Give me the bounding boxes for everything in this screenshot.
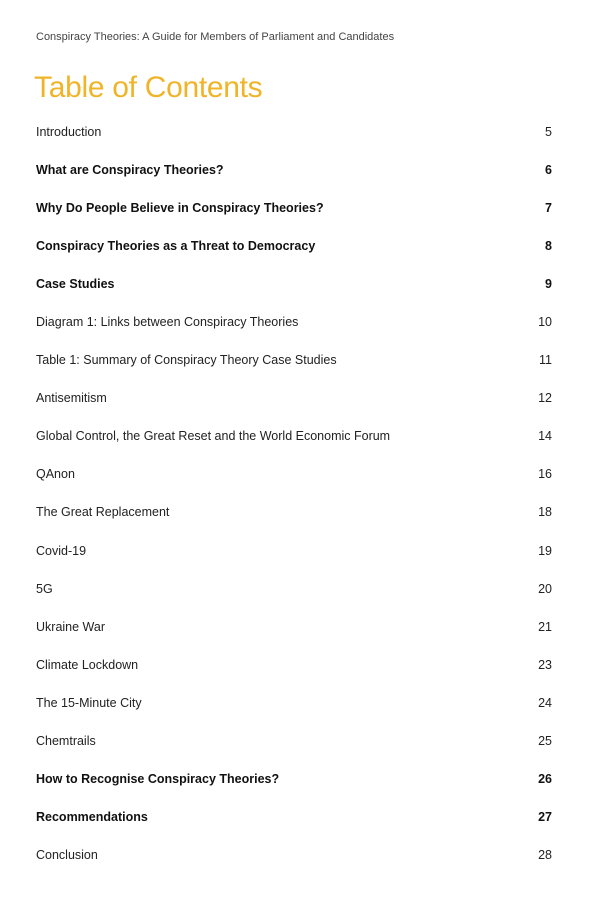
toc-entry-label: Diagram 1: Links between Conspiracy Theories [36, 315, 299, 330]
toc-entry[interactable] [36, 428, 552, 466]
toc-entry-page: 10 [538, 315, 552, 330]
toc-entry-label: Climate Lockdown [36, 657, 139, 672]
toc-entry-label: Introduction [36, 125, 102, 139]
toc-entry-label: Table 1: Summary of Conspiracy Theory Case Studies [36, 353, 337, 368]
toc-entry[interactable] [36, 466, 552, 504]
toc-entry[interactable] [36, 352, 552, 390]
toc-entry-page: 18 [538, 505, 552, 520]
toc-entry-label: Ukraine War [36, 619, 105, 634]
toc-entry-label: Antisemitism [36, 391, 107, 406]
toc-entry-page: 5 [545, 125, 552, 139]
toc-entry[interactable] [36, 581, 552, 619]
toc-entry[interactable] [36, 809, 552, 847]
page-title: Table of Contents [34, 71, 263, 104]
toc-entry-label: Conspiracy Theories as a Threat to Democracy [36, 239, 316, 254]
toc-entry[interactable] [36, 504, 552, 542]
toc-entry-page: 26 [538, 771, 552, 786]
toc-entry-label: 5G [36, 581, 53, 596]
toc-entry-label: Why Do People Believe in Conspiracy Theories? [36, 201, 324, 216]
toc-entry-label: Global Control, the Great Reset and the World Economic Forum [36, 429, 391, 444]
toc-entry-page: 28 [538, 847, 552, 862]
toc-entry-page: 27 [538, 809, 552, 824]
toc-entry-page: 23 [538, 657, 552, 672]
toc-entry-page: 6 [545, 163, 552, 178]
toc-entry-label: Recommendations [36, 809, 148, 824]
toc-entry[interactable] [36, 390, 552, 428]
toc-entry[interactable] [36, 162, 552, 200]
toc-entry[interactable] [36, 733, 552, 771]
toc-entry-page: 20 [538, 581, 552, 596]
toc-entry[interactable] [36, 276, 552, 314]
toc-entry-label: The Great Replacement [36, 505, 170, 520]
toc-entry-page: 12 [538, 391, 552, 406]
toc-entry-page: 9 [545, 277, 552, 292]
toc-entry-label: What are Conspiracy Theories? [36, 163, 224, 178]
toc-entry[interactable] [36, 695, 552, 733]
toc-entry-page: 7 [545, 201, 552, 216]
toc-entry-label: QAnon [36, 467, 75, 482]
toc-entry-label: Chemtrails [36, 733, 96, 748]
toc-entry-label: Covid-19 [36, 543, 87, 558]
toc-entry-label: Conclusion [36, 847, 98, 862]
toc-entry-page: 11 [539, 353, 552, 368]
toc-entry[interactable] [36, 238, 552, 276]
toc-entry[interactable] [36, 124, 552, 162]
toc-entry-page: 24 [538, 695, 552, 710]
toc-entry[interactable] [36, 847, 552, 885]
toc-entry[interactable] [36, 543, 552, 581]
toc-entry-page: 8 [545, 239, 552, 254]
toc-entry[interactable] [36, 619, 552, 657]
toc-entry-label: Case Studies [36, 277, 115, 292]
toc-entry-page: 19 [538, 543, 552, 558]
toc-entry-page: 25 [538, 733, 552, 748]
toc-entry-page: 21 [538, 619, 552, 634]
toc-entry-label: How to Recognise Conspiracy Theories? [36, 771, 280, 786]
toc-entry[interactable] [36, 200, 552, 238]
toc-entry[interactable] [36, 657, 552, 695]
toc-entry-page: 14 [538, 429, 552, 444]
toc-entry-page: 16 [538, 467, 552, 482]
table-of-contents [36, 124, 552, 885]
toc-entry[interactable] [36, 314, 552, 352]
toc-entry[interactable] [36, 771, 552, 809]
toc-entry-label: The 15-Minute City [36, 695, 142, 710]
running-header: Conspiracy Theories: A Guide for Members of Parliament and Candidates [36, 31, 395, 43]
